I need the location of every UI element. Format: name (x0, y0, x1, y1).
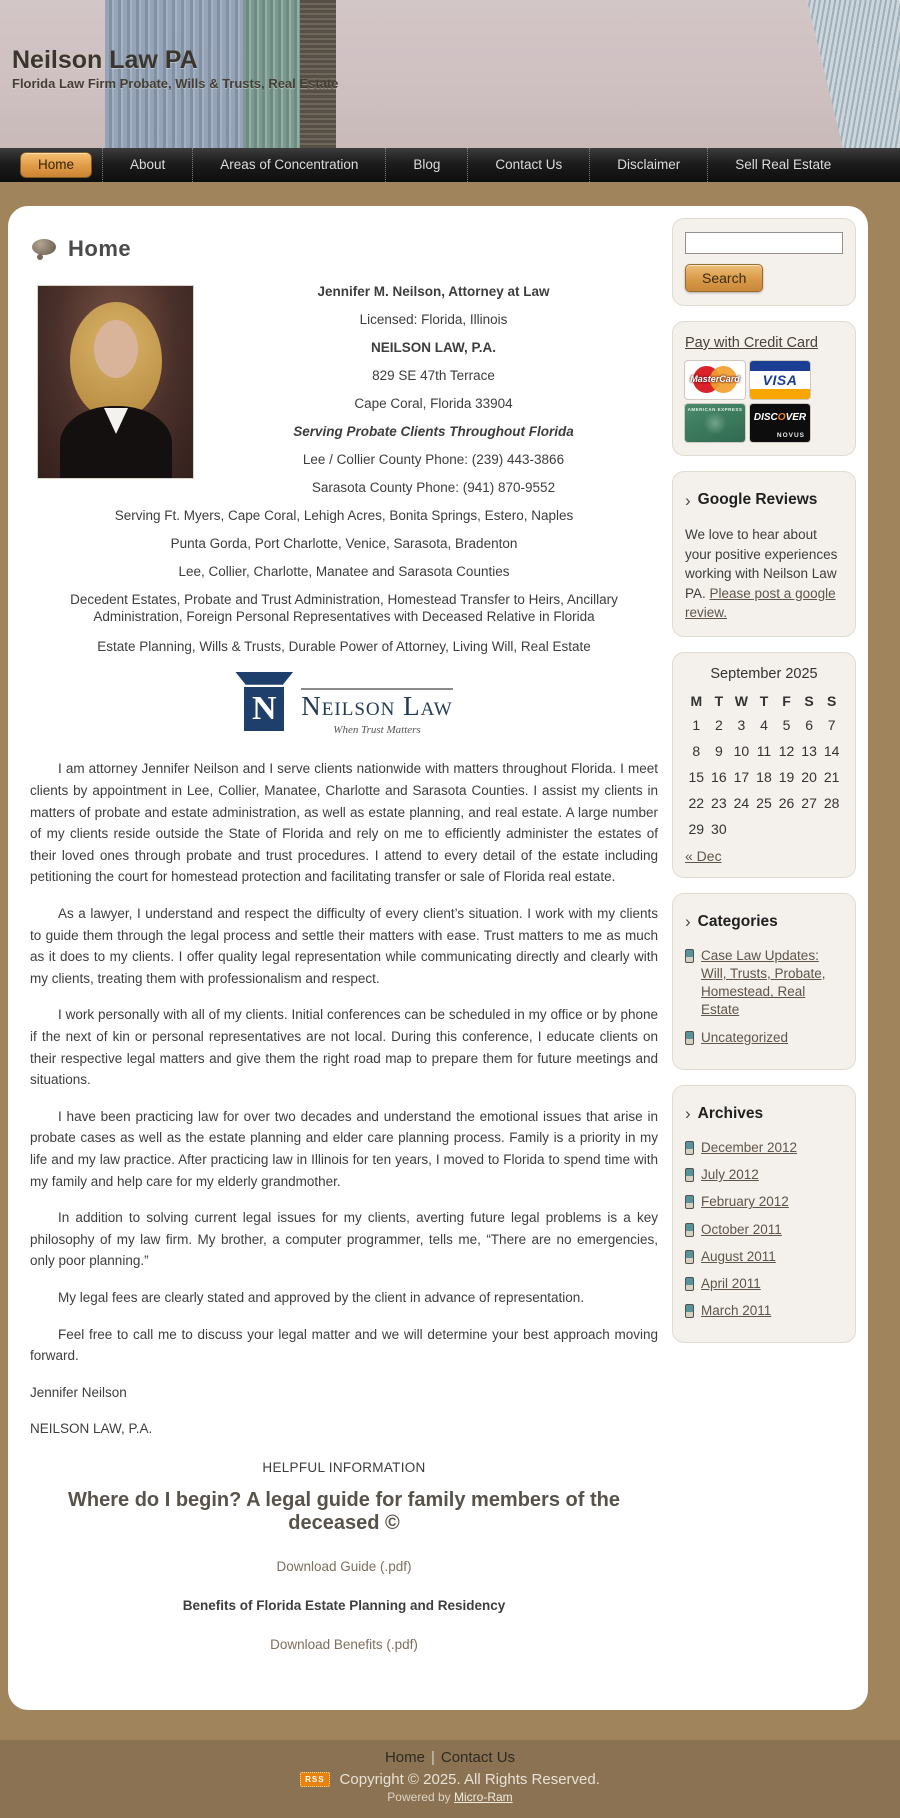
categories-heading: Categories (697, 912, 778, 930)
experience-paragraph: I have been practicing law for over two decades and understand the emotional issues that arise in probate cases as well as the estate planning and elder care planning process. Family is a priority in my life and my law practice. After practicing law in Illinois for ten years, I moved to Florida to spend time with my family and help care for my elderly grandmother. (30, 1108, 658, 1189)
conference-paragraph: I work personally with all of my clients. Initial conferences can be scheduled in my office or by phone if the next of kin or personal representatives are not local. During this conference, I educate clients on their respective legal matters and give them the right road map to prepare them for future meetings and situations. (30, 1007, 658, 1088)
search-button[interactable]: Search (685, 264, 763, 292)
calendar-box (672, 652, 856, 878)
archive-link-august-2011[interactable]: August 2011 (701, 1248, 776, 1264)
list-item (685, 1166, 843, 1184)
list-item (685, 1302, 843, 1320)
google-reviews-box (672, 471, 856, 637)
address-line-1: 829 SE 47th Terrace (372, 368, 495, 383)
archives-heading: Archives (697, 1104, 764, 1122)
calendar-day: 27 (801, 794, 817, 811)
post-google-review-link[interactable]: Please post a google review. (685, 585, 836, 621)
calendar-day (775, 816, 798, 842)
rss-icon[interactable]: RSS (300, 1772, 329, 1787)
site-title: Neilson Law PA (12, 46, 198, 74)
calendar-day-header: S (804, 692, 814, 709)
pay-with-credit-card-box (672, 321, 856, 456)
serving-line: Serving Probate Clients Throughout Florida (293, 424, 574, 439)
phone-sarasota: Sarasota County Phone: (941) 870-9552 (311, 480, 556, 495)
archive-link-march-2011[interactable]: March 2011 (701, 1303, 772, 1319)
calendar-day: 16 (711, 768, 727, 785)
download-guide-link[interactable]: Download Guide (.pdf) (276, 1558, 412, 1574)
footer-link-home[interactable]: Home (384, 1748, 425, 1766)
chevron-right-icon: › (685, 1104, 691, 1124)
calendar-day: 23 (711, 794, 727, 811)
nav-item-blog[interactable]: Blog (385, 148, 467, 182)
post-icon (685, 1223, 694, 1237)
attorney-name: Jennifer M. Neilson, Attorney at Law (317, 284, 550, 299)
calendar-title: September 2025 (710, 665, 818, 682)
main-content (20, 218, 672, 1676)
nav-item-about[interactable]: About (102, 148, 192, 182)
nav-item-areas-of-concentration[interactable]: Areas of Concentration (192, 148, 385, 182)
lawyer-paragraph: As a lawyer, I understand and respect the difficulty of every client’s situation. I work with my clients to guide them through the legal process and settle their matters with ease. Trust matters to me as much as it does to my clients. I offer quality legal representation while communicating directly and clearly with my clients, treating them with professionalism and respect. (30, 906, 658, 986)
google-reviews-text: We love to hear about your positive experiences working with Neilson Law PA. Please post a google review. (685, 527, 838, 621)
header-banner (0, 0, 900, 148)
counties-line: Lee, Collier, Charlotte, Manatee and Sarasota Counties (178, 564, 510, 579)
calendar-day: 9 (714, 742, 723, 759)
mastercard-icon: MasterCard (685, 361, 745, 399)
micro-ram-link[interactable]: Micro-Ram (454, 1789, 513, 1804)
calendar-day: 3 (737, 716, 746, 733)
chevron-right-icon: › (685, 912, 691, 932)
practice-areas-line-2: Estate Planning, Wills & Trusts, Durable Power of Attorney, Living Will, Real Estate (97, 638, 591, 654)
calendar-day: 10 (733, 742, 750, 759)
signature-name: Jennifer Neilson (30, 1384, 127, 1400)
page-heading (30, 236, 658, 262)
post-icon (685, 949, 694, 963)
list-item (685, 1139, 843, 1157)
skyscraper-photo-dark (300, 0, 336, 148)
archive-link-july-2012[interactable]: July 2012 (701, 1167, 759, 1183)
content-card (8, 206, 868, 1710)
address-line-2: Cape Coral, Florida 33904 (354, 396, 513, 411)
list-item (685, 1029, 843, 1047)
phone-lee-collier: Lee / Collier County Phone: (239) 443-3866 (302, 452, 565, 467)
logo-tagline: When Trust Matters (333, 724, 421, 737)
nav-item-home[interactable]: Home (20, 152, 92, 178)
signature-firm: NEILSON LAW, P.A. (30, 1421, 153, 1437)
calendar-day-header: M (690, 692, 703, 709)
categories-box (672, 893, 856, 1070)
calendar-day (730, 816, 753, 842)
archive-link-december-2012[interactable]: December 2012 (701, 1139, 798, 1155)
calendar-day: 30 (711, 820, 727, 837)
calendar-day: 24 (733, 794, 750, 811)
calendar-day: 29 (688, 820, 705, 837)
pay-with-credit-card-link[interactable]: Pay with Credit Card (685, 335, 818, 351)
calendar (685, 666, 843, 842)
footer-link-contact-us[interactable]: Contact Us (440, 1748, 516, 1766)
guide-title: Where do I begin? A legal guide for family members of the deceased © (68, 1488, 620, 1534)
calendar-day: 6 (805, 716, 813, 733)
calendar-day: 12 (778, 742, 795, 759)
post-icon (685, 1141, 694, 1155)
helpful-information-label: HELPFUL INFORMATION (262, 1459, 426, 1475)
calendar-day: 2 (714, 716, 723, 733)
logo-initial: N (252, 689, 277, 727)
discover-icon: DISCOVER NOVUS (750, 404, 810, 442)
credit-card-logos (685, 361, 843, 442)
calendar-day: 26 (778, 794, 795, 811)
list-item (685, 1248, 843, 1266)
list-item (685, 1275, 843, 1293)
american-express-icon: AMERICAN EXPRESS (685, 404, 745, 442)
calendar-day: 1 (692, 716, 701, 733)
philosophy-paragraph: In addition to solving current legal issues for my clients, averting future legal problems is a key philosophy of my law firm. My brother, a computer programmer, tells me, “There are no emergencies, only poor planning.” (30, 1210, 658, 1269)
list-item (685, 1193, 843, 1211)
sidebar (672, 218, 856, 1676)
post-icon (685, 1195, 694, 1209)
nav-item-sell-real-estate[interactable]: Sell Real Estate (707, 148, 858, 182)
calendar-day: 14 (823, 742, 840, 759)
neilson-law-logo (30, 672, 658, 737)
page-title: Home (68, 236, 132, 261)
calendar-day-header: W (734, 692, 749, 709)
calendar-day: 15 (688, 768, 705, 785)
licensed-line: Licensed: Florida, Illinois (359, 312, 508, 327)
footer-separator: | (430, 1748, 435, 1766)
logo-column-icon (235, 672, 293, 731)
logo-name: Neilson Law (301, 688, 452, 722)
site-tagline: Florida Law Firm Probate, Wills & Trusts, Real Estate (12, 76, 339, 91)
download-benefits-link[interactable]: Download Benefits (.pdf) (270, 1636, 418, 1652)
nav-item-contact-us[interactable]: Contact Us (467, 148, 589, 182)
main-navigation (0, 148, 900, 182)
calendar-day: 22 (688, 794, 705, 811)
google-reviews-heading: Google Reviews (697, 491, 818, 508)
attorney-photo (38, 286, 193, 478)
archives-box (672, 1085, 856, 1344)
calendar-previous-month-link[interactable]: « Dec (685, 847, 722, 864)
calendar-day: 8 (692, 742, 701, 759)
calendar-day: 19 (778, 768, 795, 785)
category-link-case-law-updates[interactable]: Case Law Updates: Will, Trusts, Probate, Homestead, Real Estate (701, 947, 826, 1018)
category-link-uncategorized[interactable]: Uncategorized (701, 1029, 789, 1045)
archive-link-october-2011[interactable]: October 2011 (701, 1221, 782, 1237)
calendar-day: 4 (760, 716, 768, 733)
firm-name: NEILSON LAW, P.A. (370, 340, 497, 355)
skyscraper-photo-right (750, 0, 900, 148)
calendar-day: 20 (801, 768, 817, 785)
cities-line-2: Punta Gorda, Port Charlotte, Venice, Sarasota, Bradenton (170, 536, 518, 551)
copyright-text: Copyright © 2025. All Rights Reserved. (339, 1770, 600, 1788)
call-paragraph: Feel free to call me to discuss your legal matter and we will determine your best approach moving forward. (30, 1326, 658, 1364)
calendar-day (753, 816, 776, 842)
practice-areas-line-1: Decedent Estates, Probate and Trust Administration, Homestead Transfer to Heirs, Ancillary Administration, Foreign Personal Representatives with Deceased Relative in Florida (70, 592, 618, 624)
post-icon (685, 1031, 694, 1045)
calendar-day: 11 (756, 742, 772, 759)
post-icon (685, 1277, 694, 1291)
calendar-day: 5 (782, 716, 791, 733)
post-icon (685, 1168, 694, 1182)
calendar-day (798, 816, 821, 842)
calendar-day-header: T (759, 692, 769, 709)
speech-bubble-icon (30, 238, 58, 260)
search-input[interactable] (685, 232, 843, 254)
footer (0, 1740, 900, 1818)
calendar-day-header: F (782, 692, 791, 709)
calendar-day-header: T (714, 692, 724, 709)
post-icon (685, 1304, 694, 1318)
cities-line-1: Serving Ft. Myers, Cape Coral, Lehigh Acres, Bonita Springs, Estero, Naples (114, 508, 574, 523)
calendar-day: 21 (823, 768, 840, 785)
calendar-day: 18 (756, 768, 772, 785)
fees-paragraph: My legal fees are clearly stated and approved by the client in advance of representation. (58, 1289, 585, 1305)
intro-paragraph: I am attorney Jennifer Neilson and I serve clients nationwide with matters throughout Florida. I meet clients by appointment in Lee, Collier, Manatee, Charlotte and Sarasota Counties. I assist my clients in matters of probate and estate administration, as well as estate planning, and real estate. A large number of my clients reside outside the State of Florida and rely on me to efficiently administer the estates of their loved ones through probate and trust procedures. I attend to every detail of the estate including petitioning the court for homestead protection and facilitating transfer or sale of Florida real estate. (30, 761, 658, 885)
calendar-day: 28 (823, 794, 840, 811)
footer-links (0, 1749, 900, 1766)
benefits-title: Benefits of Florida Estate Planning and Residency (182, 1597, 506, 1613)
calendar-day-header: S (827, 692, 837, 709)
chevron-right-icon: › (685, 490, 691, 510)
calendar-day: 7 (827, 716, 836, 733)
list-item (685, 1221, 843, 1239)
archive-link-april-2011[interactable]: April 2011 (701, 1276, 761, 1291)
nav-item-disclaimer[interactable]: Disclaimer (589, 148, 707, 182)
visa-icon: VISA (750, 361, 810, 399)
powered-by: Powered by Micro-Ram (387, 1789, 513, 1804)
calendar-day (820, 816, 843, 842)
list-item (685, 947, 843, 1020)
calendar-day: 25 (756, 794, 772, 811)
search-box (672, 218, 856, 306)
archive-link-february-2012[interactable]: February 2012 (701, 1194, 789, 1210)
calendar-day: 13 (801, 742, 817, 759)
calendar-day: 17 (733, 768, 750, 785)
post-icon (685, 1250, 694, 1264)
footer-gap (0, 1726, 900, 1740)
